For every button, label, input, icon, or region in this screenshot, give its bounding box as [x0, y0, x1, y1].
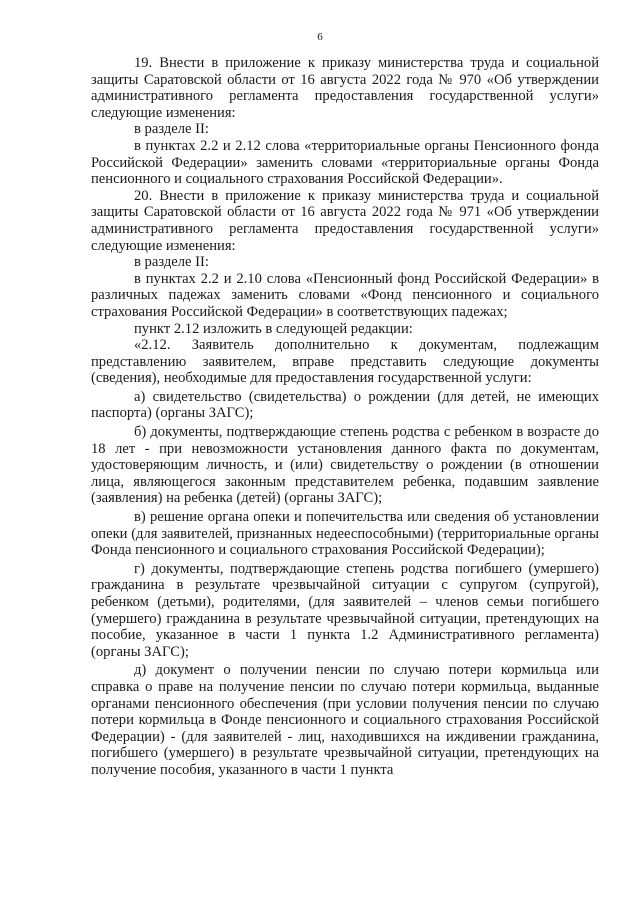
paragraph-subpoint-b: б) документы, подтверждающие степень родства с ребенком в возрасте до 18 лет - при невозможности установления данного факта по документам, удостоверяющим личность, и (или) свидетельству о рождении (в отношении лица, являющегося законным представителем ребенка, подавшим заявление (заявления) на ребенка (детей) (органы ЗАГС);	[91, 424, 599, 507]
page-number: 6	[317, 31, 323, 43]
paragraph-amendment-2-2-2-12: в пунктах 2.2 и 2.12 слова «территориальные органы Пенсионного фонда Российской Федерации» заменить словами «территориальные органы Фонда пенсионного и социального страхования Российской Федерации».	[91, 137, 599, 188]
paragraph-subpoint-d: д) документ о получении пенсии по случаю потери кормильца или справка о праве на получение пенсии по случаю потери кормильца, выданные органами пенсионного обеспечения (при условии получения пенсии по случаю потери кормильца в Фонде пенсионного и социального страхования Российской Федерации) - (для заявителей - лиц, находившихся на иждивении гражданина, погибшего (умершего) в результате чрезвычайной ситуации, претендующих на получение пособия, указанного в части 1 пункта	[91, 662, 599, 778]
paragraph-section-ii: в разделе II:	[134, 121, 209, 138]
paragraph-subpoint-g: г) документы, подтверждающие степень родства погибшего (умершего) гражданина в результате чрезвычайной ситуации с супругом (супругой), ребенком (детьми), родителями, (для заявителей – членов семьи погибшего (умершего) гражданина в результате чрезвычайной ситуации, претендующих на пособие, указанное в части 1 пункта 1.2 Административного регламента) (органы ЗАГС);	[91, 560, 599, 660]
paragraph-section-ii: в разделе II:	[134, 254, 209, 271]
paragraph-point-2-12-intro: пункт 2.12 изложить в следующей редакции:	[134, 320, 413, 337]
paragraph-amendment-2-2-2-10: в пунктах 2.2 и 2.10 слова «Пенсионный фонд Российской Федерации» в различных падежах заменить словами «Фонд пенсионного и социального страхования Российской Федерации» в соответствующих падежах;	[91, 270, 599, 320]
paragraph-point-2-12: «2.12. Заявитель дополнительно к документам, подлежащим представлению заявителем, вправе представить следующие документы (сведения), необходимые для предоставления государственной услуги:	[91, 337, 599, 387]
document-body	[91, 55, 599, 779]
paragraph-subpoint-a: а) свидетельство (свидетельства) о рождении (для детей, не имеющих паспорта) (органы ЗАГС);	[91, 388, 599, 422]
paragraph-subpoint-v: в) решение органа опеки и попечительства или сведения об установлении опеки (для заявителей, признанных недееспособными) (территориальные органы Фонда пенсионного и социального страхования Российской Федерации);	[91, 509, 599, 559]
paragraph-item-20: 20. Внести в приложение к приказу министерства труда и социальной защиты Саратовской области от 16 августа 2022 года № 971 «Об утверждении административного регламента предоставления государственной услуги» следующие изменения:	[91, 187, 599, 254]
paragraph-item-19: 19. Внести в приложение к приказу министерства труда и социальной защиты Саратовской области от 16 августа 2022 года № 970 «Об утверждении административного регламента предоставления государственной услуги» следующие изменения:	[91, 55, 599, 121]
